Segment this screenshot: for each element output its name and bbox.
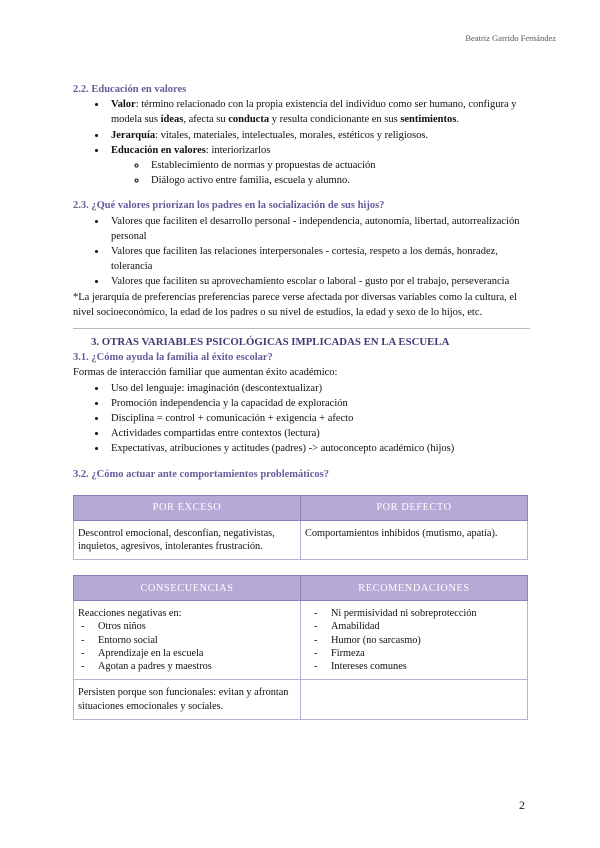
table-row: [74, 520, 528, 559]
table-cell: Descontrol emocional, desconfían, negativistas, inquietos, agresivos, intolerantes frustración.: [74, 520, 301, 559]
consequences-intro: Reacciones negativas en:: [78, 608, 182, 620]
list-item: - Aprendizaje en la escuela: [96, 647, 296, 660]
section-3-title: 3. OTRAS VARIABLES PSICOLÓGICAS IMPLICADAS EN LA ESCUELA: [91, 336, 450, 349]
list-item: • Valores que faciliten el desarrollo personal - independencia, autonomía, libertad, autorrealización personal: [107, 214, 530, 244]
table-row: [74, 680, 528, 719]
table-row: [74, 601, 528, 680]
list-item: • Jerarquía: vitales, materiales, intelectuales, morales, estéticos y religiosos.: [107, 128, 530, 143]
list-item: • Actividades compartidas entre contextos (lectura): [107, 426, 530, 441]
section-3-1-title: 3.1. ¿Cómo ayuda la familia al éxito escolar?: [73, 352, 273, 364]
list-item: - Otros niños: [96, 620, 296, 633]
divider: [73, 328, 530, 329]
section-3-1-intro: Formas de interacción familiar que aumentan éxito académico:: [73, 367, 338, 379]
consequences-table: [73, 575, 528, 719]
list-item: • Disciplina = control + comunicación + exigencia + afecto: [107, 411, 530, 426]
page-number: 2: [519, 798, 525, 812]
list-item: ◦ Establecimiento de normas y propuestas de actuación: [147, 158, 530, 173]
list-item: - Agotan a padres y maestros: [96, 660, 296, 673]
table-cell: Persisten porque son funcionales: evitan y afrontan situaciones emocionales y sociales.: [74, 680, 301, 719]
section-2-2-list: [73, 97, 530, 188]
list-item: - Entorno social: [96, 634, 296, 647]
list-item: ◦ Diálogo activo entre familia, escuela y alumno.: [147, 173, 530, 188]
list-item: • Expectativas, atribuciones y actitudes (padres) -> autoconcepto académico (hijos): [107, 441, 530, 456]
recommendations-list: [305, 607, 523, 673]
table-header: RECOMENDACIONES: [301, 576, 528, 601]
table-cell: [74, 601, 301, 680]
page-content: [73, 82, 530, 720]
list-item: - Intereses comunes: [329, 660, 523, 673]
sub-list: [111, 158, 530, 188]
list-item: • Valor: término relacionado con la propia existencia del individuo como ser humano, configura y modela sus ideas, afecta su conducta y resulta condicionante en sus sentimientos.: [107, 97, 530, 127]
table-header: POR DEFECTO: [301, 495, 528, 520]
table-header: POR EXCESO: [74, 495, 301, 520]
table-cell: Comportamientos inhibidos (mutismo, apatía).: [301, 520, 528, 559]
list-item: - Ni permisividad ni sobreprotección: [329, 607, 523, 620]
list-item: • Uso del lenguaje: imaginación (descontextualizar): [107, 381, 530, 396]
list-item: - Humor (no sarcasmo): [329, 634, 523, 647]
list-item: - Firmeza: [329, 647, 523, 660]
section-3-2-title: 3.2. ¿Cómo actuar ante comportamientos problemáticos?: [73, 468, 329, 480]
section-2-2-title: 2.2. Educación en valores: [73, 84, 187, 95]
list-item: • Promoción independencia y la capacidad de exploración: [107, 396, 530, 411]
section-2-3-list: [73, 214, 530, 290]
list-item: • Educación en valores: interiorizarlos ◦ Establecimiento de normas y propuestas de actuación ◦ Diálogo activo entre familia, escuela y alumno.: [107, 143, 530, 189]
excess-defect-table: [73, 495, 528, 560]
running-header: Beatriz Garrido Fernández: [465, 33, 556, 43]
list-item: • Valores que faciliten su aprovechamiento escolar o laboral - gusto por el trabajo, perseverancia: [107, 274, 530, 289]
consequences-list: [78, 620, 296, 673]
table-header: CONSECUENCIAS: [74, 576, 301, 601]
note-paragraph: *La jerarquía de preferencias preferencias parece verse afectada por diversas variables como la cultura, el nivel socioeconómico, la edad de los padres o su nivel de estudios, la edad y sexo de lo hijos, etc.: [73, 291, 517, 318]
section-3-1-list: [73, 381, 530, 457]
table-cell: [301, 680, 528, 719]
section-2-3-title: 2.3. ¿Qué valores priorizan los padres en la socialización de sus hijos?: [73, 200, 385, 212]
list-item: - Amabilidad: [329, 620, 523, 633]
table-cell: [301, 601, 528, 680]
list-item: • Valores que faciliten las relaciones interpersonales - cortesía, respeto a los demás, honradez, tolerancia: [107, 244, 530, 274]
